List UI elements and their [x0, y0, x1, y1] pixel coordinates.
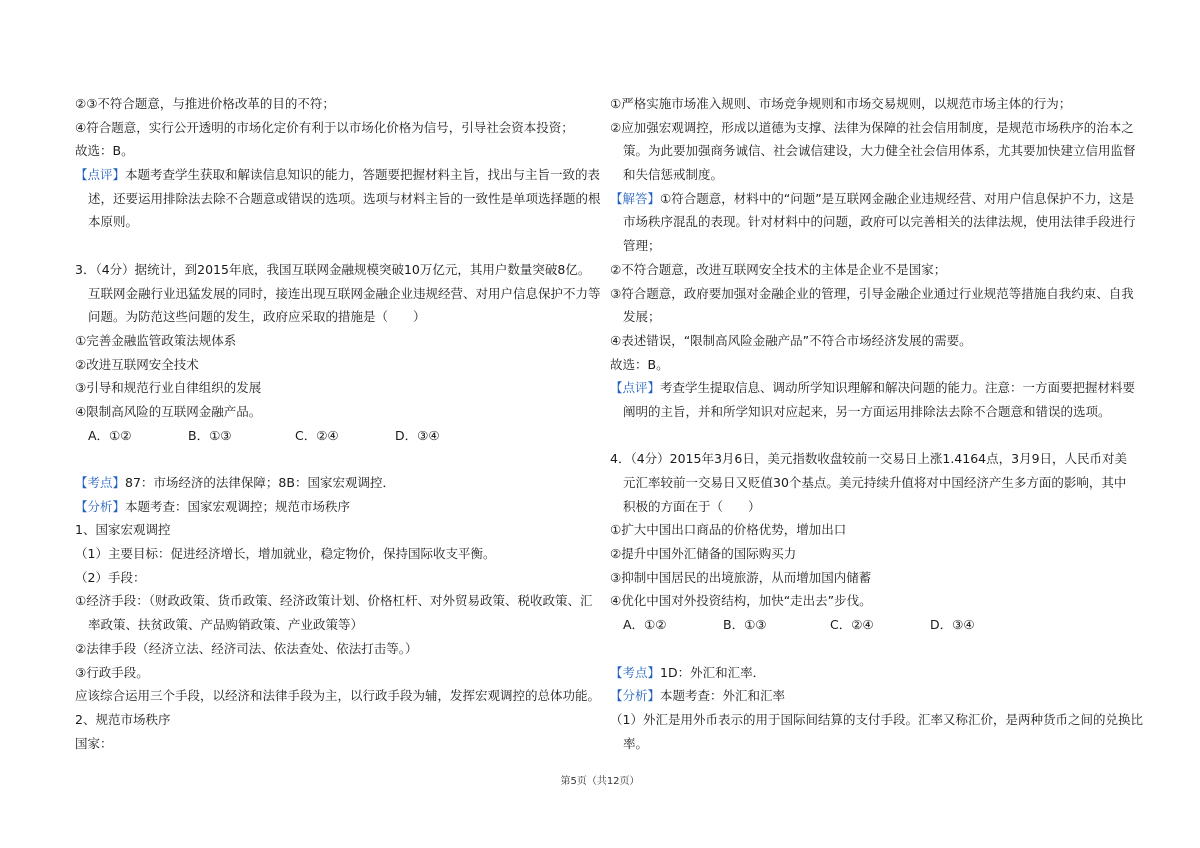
line-text: 策。为此要加强商务诚信、社会诚信建设，大力健全社会信用体系，尤其要加快建立信用监督 — [623, 143, 1136, 159]
line-text: ④优化中国对外投资结构，加快“走出去”步伐。 — [610, 593, 872, 609]
text-line — [610, 139, 1136, 163]
text-line — [610, 447, 1128, 471]
line-text: ②③不符合题意，与推进价格改革的目的不符； — [75, 96, 335, 111]
text-line — [75, 637, 553, 661]
section-tag: 【分析】 — [75, 498, 126, 514]
answer-option: B．①③ — [188, 427, 232, 443]
line-text: 积极的方面在于（ ） — [623, 498, 761, 514]
text-line — [75, 163, 601, 187]
section-tag: 【考点】 — [75, 475, 126, 490]
line-text: ①完善金融监管政策法规体系 — [75, 332, 237, 348]
line-text: （1）主要目标：促进经济增长，增加就业，稳定物价，保持国际收支平衡。 — [75, 546, 496, 562]
line-text: ②提升中国外汇储备的国际购买力 — [610, 546, 797, 562]
line-text: ③抑制中国居民的出境旅游，从而增加国内储蓄 — [610, 569, 872, 585]
line-text: 和失信惩戒制度。 — [623, 167, 724, 183]
line-text: 87：市场经济的法律保障；8B：国家宏观调控． — [125, 475, 395, 490]
line-text: 故选：B。 — [610, 356, 669, 372]
text-line — [75, 92, 553, 116]
line-text: ②不符合题意，改进互联网安全技术的主体是企业不是国家； — [610, 261, 947, 277]
section-tag: 【解答】 — [610, 190, 661, 206]
text-line — [610, 589, 1088, 613]
line-text: ①扩大中国出口商品的价格优势，增加出口 — [610, 522, 847, 538]
answer-option: A．①② — [623, 617, 667, 633]
text-line — [75, 542, 553, 566]
line-text: ②应加强宏观调控，形成以道德为支撑、法律为保障的社会信用制度，是规范市场秩序的治本之 — [610, 119, 1134, 135]
left-column — [75, 92, 601, 755]
text-line — [610, 376, 1136, 400]
text-line — [610, 187, 1135, 211]
text-line — [610, 637, 1088, 661]
text-line — [75, 400, 553, 424]
text-line — [75, 139, 553, 163]
text-line — [610, 329, 1088, 353]
line-text: ①符合题意，材料中的“问题”是互联网金融企业违规经营、对用户信息保护不力，这是 — [660, 190, 1135, 206]
right-column — [610, 92, 1143, 755]
line-text: 2、规范市场秩序 — [75, 711, 171, 727]
line-text: 应该综合运用三个手段，以经济和法律手段为主，以行政手段为辅，发挥宏观调控的总体功能。 — [75, 688, 601, 704]
text-line — [610, 258, 1088, 282]
section-tag: 【分析】 — [610, 688, 661, 704]
line-text: 互联网金融行业迅猛发展的同时，接连出现互联网金融企业违规经营、对用户信息保护不力等 — [88, 285, 601, 301]
text-line — [610, 92, 1088, 116]
section-tag: 【点评】 — [75, 167, 126, 183]
text-line — [610, 708, 1143, 732]
line-text: 1D：外汇和汇率． — [660, 664, 766, 680]
text-line — [610, 566, 1088, 590]
text-line — [75, 258, 591, 282]
answer-option: C．②④ — [295, 427, 339, 443]
line-text: ②改进互联网安全技术 — [75, 356, 199, 372]
text-line — [610, 353, 1088, 377]
text-line — [610, 163, 1088, 187]
text-line — [75, 589, 593, 613]
answer-option: A．①② — [88, 427, 132, 443]
text-line — [75, 210, 553, 234]
line-text: ④表述错误，“限制高风险金融产品”不符合市场经济发展的需要。 — [610, 332, 972, 348]
line-text: 元汇率较前一交易日又贬值30个基点。美元持续升值将对中国经济产生多方面的影响，其中 — [623, 475, 1127, 490]
answer-option: D．③④ — [930, 617, 975, 633]
text-line — [75, 495, 553, 519]
line-text: ③符合题意，政府要加强对金融企业的管理，引导金融企业通过行业规范等措施自我约束、自我 — [610, 285, 1134, 301]
answer-options — [610, 613, 1088, 637]
line-text: 率。 — [623, 735, 649, 751]
line-text: 本题考查：国家宏观调控；规范市场秩序 — [125, 498, 351, 514]
line-text: ④符合题意，实行公开透明的市场化定价有利于以市场化价格为信号，引导社会资本投资； — [75, 119, 574, 135]
line-text: 1、国家宏观调控 — [75, 522, 171, 538]
text-line — [75, 376, 553, 400]
line-text: 国家： — [75, 735, 113, 751]
section-tag: 【点评】 — [610, 380, 661, 396]
text-line — [75, 305, 553, 329]
text-line — [610, 116, 1134, 140]
text-line — [75, 613, 553, 637]
line-text: 本原则。 — [88, 214, 139, 230]
text-line — [610, 282, 1134, 306]
line-text: （2）手段： — [75, 569, 146, 585]
line-text: 4．（4分）2015年3月6日，美元指数收盘较前一交易日上涨1.4164点，3月9日，人民币对美 — [610, 451, 1128, 467]
text-line — [75, 447, 553, 471]
line-text: 发展； — [623, 309, 661, 325]
text-line — [75, 116, 574, 140]
text-line — [75, 566, 553, 590]
line-text: ②法律手段（经济立法、经济司法、依法查处、依法打击等。） — [75, 640, 418, 656]
text-line — [75, 187, 601, 211]
line-text: ④限制高风险的互联网金融产品。 — [75, 403, 262, 419]
line-text: ①严格实施市场准入规则、市场竞争规则和市场交易规则，以规范市场主体的行为； — [610, 96, 1072, 111]
text-line — [75, 234, 553, 258]
text-line — [75, 518, 553, 542]
text-line — [75, 684, 601, 708]
answer-option: D．③④ — [395, 427, 440, 443]
line-text: 考查学生提取信息、调动所学知识理解和解决问题的能力。注意：一方面要把握材料要 — [660, 380, 1136, 396]
line-text: 本题考查：外汇和汇率 — [660, 688, 786, 704]
text-line — [75, 471, 553, 495]
answer-options — [75, 424, 553, 448]
text-line — [610, 542, 1088, 566]
answer-option: B．①③ — [723, 617, 767, 633]
text-line — [610, 424, 1088, 448]
line-text: 故选：B。 — [75, 143, 134, 159]
text-line — [610, 210, 1136, 234]
line-text: 阐明的主旨，并和所学知识对应起来，另一方面运用排除法去除不合题意和错误的选项。 — [623, 403, 1111, 419]
line-text: 述，还要运用排除法去除不合题意或错误的选项。选项与材料主旨的一致性是单项选择题的根 — [88, 190, 601, 206]
text-line — [610, 661, 1088, 685]
text-line — [75, 661, 553, 685]
section-tag: 【考点】 — [610, 664, 661, 680]
text-line — [610, 305, 1088, 329]
text-line — [610, 518, 1088, 542]
line-text: 率政策、扶贫政策、产品购销政策、产业政策等） — [88, 617, 364, 633]
text-line — [75, 282, 601, 306]
line-text: 本题考查学生获取和解读信息知识的能力，答题要把握材料主旨，找出与主旨一致的表 — [125, 167, 601, 183]
line-text: ③行政手段。 — [75, 664, 149, 680]
line-text: 3．（4分）据统计，到2015年底，我国互联网金融规模突破10万亿元，其用户数量突破8亿。 — [75, 261, 591, 277]
text-line — [610, 234, 1088, 258]
line-text: （1）外汇是用外币表示的用于国际间结算的支付手段。汇率又称汇价，是两种货币之间的兑换比 — [610, 711, 1143, 727]
text-line — [75, 353, 553, 377]
page-footer: 第5页（共12页） — [560, 776, 640, 787]
text-line — [75, 732, 553, 756]
line-text: 管理； — [623, 238, 661, 254]
text-line — [610, 495, 1088, 519]
line-text: 市场秩序混乱的表现。针对材料中的问题，政府可以完善相关的法律法规，使用法律手段进行 — [623, 214, 1136, 230]
text-line — [610, 471, 1127, 495]
text-line — [75, 708, 553, 732]
line-text: ③引导和规范行业自律组织的发展 — [75, 380, 262, 396]
text-line — [610, 684, 1088, 708]
text-line — [610, 400, 1111, 424]
line-text: 问题。为防范这些问题的发生，政府应采取的措施是（ ） — [88, 309, 426, 325]
text-line — [75, 329, 553, 353]
text-line — [610, 732, 1088, 756]
answer-option: C．②④ — [830, 617, 874, 633]
line-text: ①经济手段：（财政政策、货币政策、经济政策计划、价格杠杆、对外贸易政策、税收政策、汇 — [75, 593, 593, 609]
